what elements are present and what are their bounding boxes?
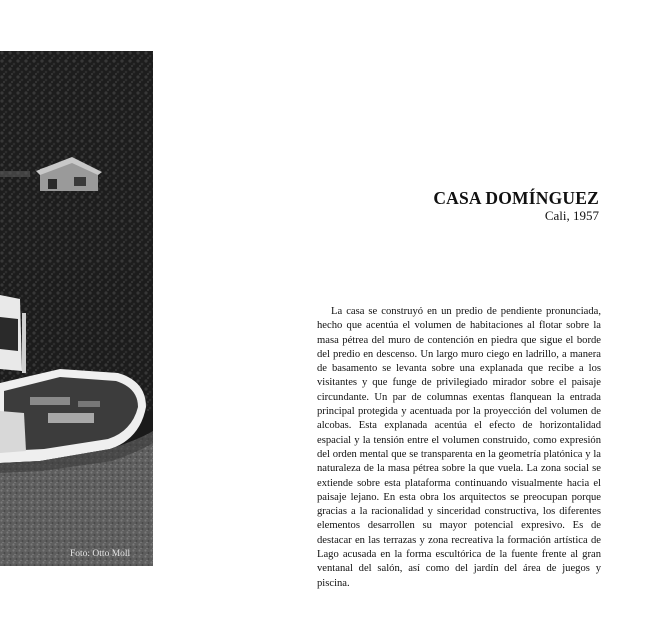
photo-credit: Foto: Otto Moll — [70, 549, 131, 559]
body-paragraph: La casa se construyó en un predio de pendiente pronunciada, hecho que acentúa el volumen de habitaciones al flotar sobre la masa pétrea del muro de contención en piedra que sigue el borde del predio en descenso. Un largo muro ciego en ladrillo, a manera de basamento se levanta sobre una explanada que recibe a los visitantes y que funge de privilegiado mirador sobre el paisaje circundante. Un par de columnas exentas flanquean la entrada principal protegida y acentuada por la proyección del volumen de alcobas. Esta explanada acentúa el efecto de horizontalidad espacial y la tensión entre el volumen construido, como expresión del orden mental que se transparenta en la geometría platónica y la naturaleza de la masa pétrea sobre la que vuela. La zona social se extiende sobre esta plataforma continuando visualmente hacia el paisaje lejano. En esta obra los arquitectos se preocupan porque gracias a la racionalidad y sinceridad constructiva, los diferentes elementos desarrollen su mayor potencial expresivo. Es de destacar en las terrazas y zona recreativa la formación artística de Lago acusada en la forma escultórica de la fuente frente al gran ventanal del salón, así como del jardín del área de juegos y piscina. — [317, 306, 601, 589]
page-subtitle: Cali, 1957 — [544, 208, 599, 223]
page-title: CASA DOMÍNGUEZ — [433, 188, 599, 208]
architecture-photo — [0, 51, 153, 566]
photo-image — [0, 51, 153, 566]
title-block — [433, 189, 599, 223]
